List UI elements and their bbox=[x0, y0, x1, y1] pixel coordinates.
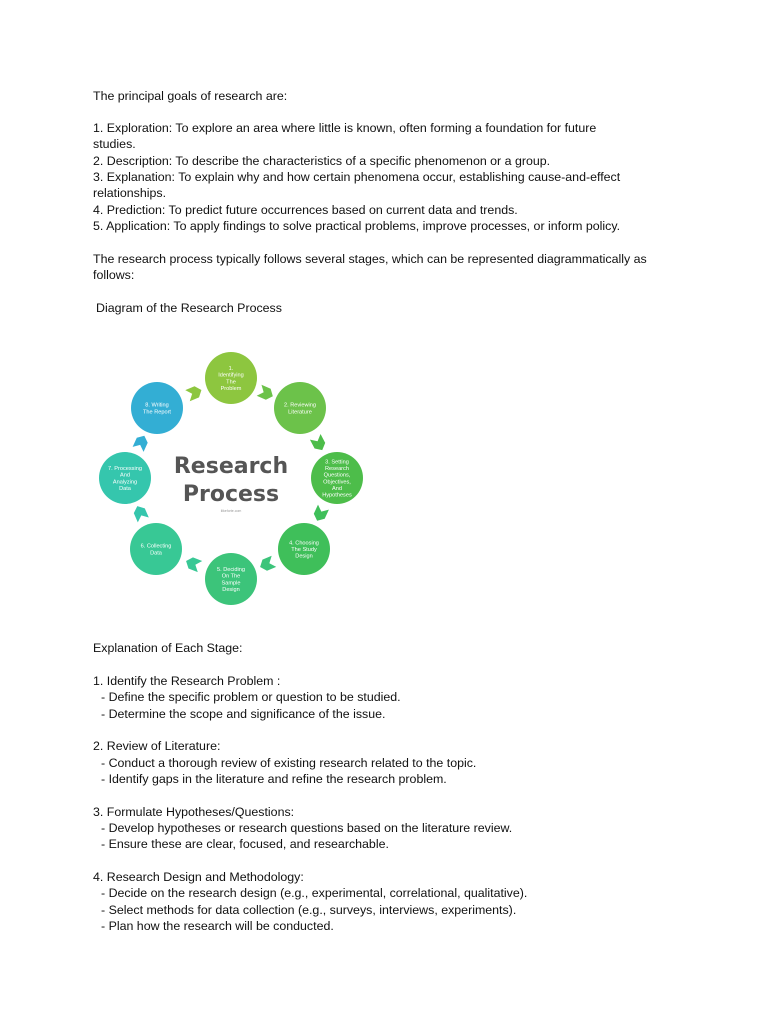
stage-label: On The bbox=[221, 573, 241, 580]
process-text: follows: bbox=[93, 268, 135, 282]
stage-point: - Select methods for data collection (e.g., surveys, interviews, experiments). bbox=[101, 903, 517, 917]
flow-arrow-icon bbox=[258, 556, 276, 573]
stage-title: 3. Formulate Hypotheses/Questions: bbox=[93, 805, 295, 819]
stage-label: 2. Reviewing bbox=[283, 402, 317, 409]
stage-label: Research bbox=[325, 466, 349, 473]
center-title-line2: Process bbox=[182, 482, 280, 507]
process-text: The research process typically follows several stages, which can be represented diagrammatically as bbox=[93, 252, 647, 266]
flow-arrow-icon bbox=[310, 434, 328, 453]
goal-line: relationships. bbox=[93, 186, 167, 200]
stage-label: The Study bbox=[291, 547, 317, 553]
stage-label: 5. Deciding bbox=[217, 567, 245, 574]
stage-label: 7. Processing bbox=[108, 466, 142, 473]
stage-node-7 bbox=[99, 452, 151, 504]
goal-line: 3. Explanation: To explain why and how certain phenomena occur, establishing cause-and-effect bbox=[93, 170, 621, 184]
stage-point: - Decide on the research design (e.g., experimental, correlational, qualitative). bbox=[101, 886, 528, 900]
stage-node-2 bbox=[274, 382, 326, 434]
stage-node-3 bbox=[311, 452, 363, 504]
explanation-heading: Explanation of Each Stage: bbox=[93, 641, 243, 655]
stage-point: - Identify gaps in the literature and refine the research problem. bbox=[101, 772, 447, 786]
stage-point: - Ensure these are clear, focused, and researchable. bbox=[101, 837, 389, 851]
stage-title: 1. Identify the Research Problem : bbox=[93, 674, 281, 688]
flow-arrow-icon bbox=[133, 433, 150, 452]
goals-heading: The principal goals of research are: bbox=[93, 89, 288, 103]
stage-label: The Report bbox=[143, 409, 171, 416]
stage-label: Data bbox=[119, 485, 131, 492]
stage-label: Literature bbox=[288, 409, 312, 416]
stage-point: - Determine the scope and significance of the issue. bbox=[101, 707, 386, 721]
stage-node-1 bbox=[205, 352, 257, 404]
stage-title: 2. Review of Literature: bbox=[93, 739, 221, 753]
flow-arrow-icon bbox=[132, 504, 149, 523]
stage-point: - Conduct a thorough review of existing research related to the topic. bbox=[101, 756, 477, 770]
goal-line: 5. Application: To apply findings to solve practical problems, improve processes, or inform policy. bbox=[93, 219, 621, 233]
stage-label: Hypotheses bbox=[322, 492, 352, 499]
stage-label: Objectives, bbox=[323, 479, 351, 486]
stage-label: And bbox=[120, 472, 130, 479]
stage-node-5 bbox=[205, 553, 257, 605]
flow-arrow-icon bbox=[184, 555, 202, 572]
center-small-text: ilikeforte.com bbox=[220, 509, 242, 513]
goal-line: 2. Description: To describe the characteristics of a specific phenomenon or a group. bbox=[93, 154, 551, 168]
stage-node-4 bbox=[278, 523, 330, 575]
stage-point: - Define the specific problem or question to be studied. bbox=[101, 690, 401, 704]
stage-label: 1. bbox=[228, 366, 234, 373]
goal-line: studies. bbox=[93, 137, 136, 151]
stage-label: The bbox=[226, 379, 236, 386]
stage-label: 8. Writing bbox=[145, 402, 169, 409]
stage-node-8 bbox=[131, 382, 183, 434]
stage-point: - Plan how the research will be conducted. bbox=[101, 919, 334, 933]
flow-arrow-icon bbox=[312, 505, 329, 524]
stage-point: - Develop hypotheses or research questions based on the literature review. bbox=[101, 821, 513, 835]
research-process-diagram bbox=[90, 345, 380, 610]
stage-label: Sample bbox=[221, 580, 241, 587]
stage-label: Design bbox=[295, 553, 313, 560]
stage-title: 4. Research Design and Methodology: bbox=[93, 870, 304, 884]
stage-label: 6. Collecting bbox=[140, 543, 172, 550]
center-title-line1: Research bbox=[173, 454, 289, 479]
stage-label: And bbox=[332, 485, 342, 492]
stage-label: 4. Choosing bbox=[289, 540, 319, 547]
flow-arrow-icon bbox=[257, 385, 276, 402]
stage-label: Questions, bbox=[323, 472, 351, 479]
diagram-caption: Diagram of the Research Process bbox=[96, 301, 282, 315]
stage-label: Identifying bbox=[218, 372, 244, 379]
stage-node-6 bbox=[130, 523, 182, 575]
stage-label: Problem bbox=[220, 385, 242, 392]
goal-line: 4. Prediction: To predict future occurrences based on current data and trends. bbox=[93, 203, 518, 217]
stage-label: Design bbox=[222, 586, 240, 593]
goal-line: 1. Exploration: To explore an area where little is known, often forming a foundation for future bbox=[93, 121, 597, 135]
stage-label: Data bbox=[150, 550, 162, 557]
stage-label: Analyzing bbox=[112, 479, 138, 486]
flow-arrow-icon bbox=[185, 384, 203, 401]
stage-label: 3. Setting bbox=[325, 459, 349, 466]
